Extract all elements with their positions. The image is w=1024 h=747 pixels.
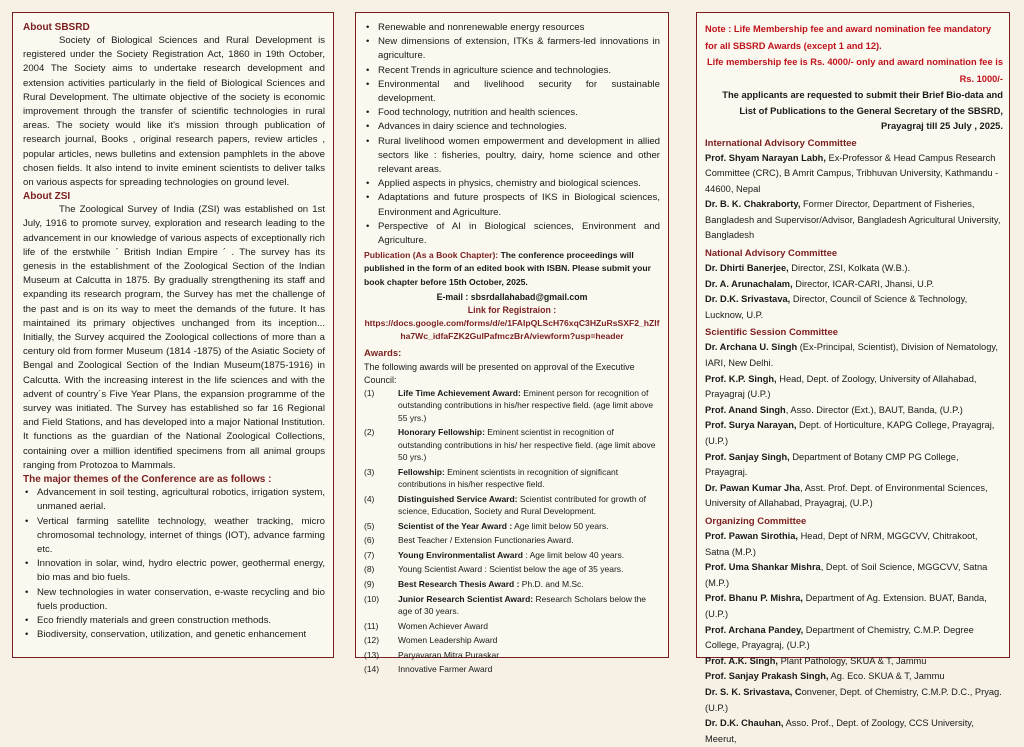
award-description: Best Teacher / Extension Functionaries Award. bbox=[398, 535, 573, 545]
award-description: Women Achiever Award bbox=[398, 621, 488, 631]
award-description: Innovative Farmer Award bbox=[398, 664, 492, 674]
award-row bbox=[364, 493, 660, 520]
award-name: Fellowship: bbox=[398, 467, 445, 477]
publication-note bbox=[364, 249, 660, 289]
member-affiliation: Former Director, Department of Fisheries, Bangladesh and Supervisor/Advisor, Bangladesh Agricultural University, Bangladesh bbox=[705, 199, 1000, 240]
list-item: • New technologies in water conservation, e-waste recycling and bio fuels production. bbox=[23, 586, 325, 614]
award-number: (7) bbox=[364, 549, 398, 564]
award-row bbox=[364, 549, 660, 564]
committee-member bbox=[705, 197, 1003, 244]
member-name: Dr. A. Arunachalam, bbox=[705, 279, 793, 289]
member-name: Prof. Archana Pandey, bbox=[705, 625, 803, 635]
member-name: Dr. S. K. Srivastava, C bbox=[705, 687, 802, 697]
award-description: Eminent scientist in recognition of outstanding contributions in his/ her respective field. (age limit above 50 yrs.) bbox=[398, 427, 656, 462]
member-name: Prof. Anand Singh bbox=[705, 405, 786, 415]
themes-list bbox=[23, 486, 325, 642]
award-description: Paryavaran Mitra Puraskar bbox=[398, 650, 499, 660]
award-description: Scientist contributed for growth of science, Education, Society and Rural Development. bbox=[398, 494, 646, 516]
member-name: Dr. D.K. Srivastava, bbox=[705, 294, 790, 304]
member-name: Prof. Uma Shankar Mishra bbox=[705, 562, 821, 572]
list-item: • Vertical farming satellite technology, weather tracking, micro chromosomal technology, internet of things (IOT), advance farming etc. bbox=[23, 515, 325, 558]
award-text bbox=[398, 426, 660, 465]
award-description: Eminent scientists in recognition of significant contributions in his/her respective field. bbox=[398, 467, 618, 489]
award-row bbox=[364, 466, 660, 493]
committee-member bbox=[705, 623, 1003, 654]
committee-member bbox=[705, 340, 1003, 371]
member-affiliation: Dept. of Horticulture, KAPG College, Prayagraj, (U.P.) bbox=[705, 420, 994, 446]
application-instructions: The applicants are requested to submit their Brief Bio-data and List of Publications to the General Secretary of the SBSRD, Prayagraj till 25 July , 2025. bbox=[705, 87, 1003, 134]
award-number: (2) bbox=[364, 426, 398, 465]
award-row bbox=[364, 620, 660, 635]
committee-member bbox=[705, 591, 1003, 622]
publication-label: Publication (As a Book Chapter): bbox=[364, 250, 498, 260]
award-description: Age limit below 50 years. bbox=[512, 521, 608, 531]
member-name: Dr. D.K. Chauhan, bbox=[705, 718, 784, 728]
award-name: Life Time Achievement Award: bbox=[398, 388, 521, 398]
committee-member bbox=[705, 403, 1003, 419]
committee-member bbox=[705, 654, 1003, 670]
award-name: Honorary Fellowship: bbox=[398, 427, 485, 437]
member-name: Dr. Dhirti Banerjee, bbox=[705, 263, 789, 273]
about-zsi-heading: About ZSI bbox=[23, 190, 325, 203]
committee-heading: Organizing Committee bbox=[705, 515, 1003, 529]
committee-heading: National Advisory Committee bbox=[705, 247, 1003, 261]
award-name: Young Environmentalist Award bbox=[398, 550, 523, 560]
committee-member bbox=[705, 418, 1003, 449]
member-name: Prof. Surya Narayan, bbox=[705, 420, 796, 430]
award-row bbox=[364, 663, 660, 678]
award-row bbox=[364, 534, 660, 549]
award-row bbox=[364, 520, 660, 535]
list-item: • Renewable and nonrenewable energy resources bbox=[364, 21, 660, 35]
member-name: Prof. Sanjay Singh, bbox=[705, 452, 790, 462]
award-row bbox=[364, 578, 660, 593]
award-number: (11) bbox=[364, 620, 398, 635]
award-row bbox=[364, 593, 660, 620]
award-text bbox=[398, 593, 660, 620]
award-text bbox=[398, 549, 660, 564]
list-item: • Innovation in solar, wind, hydro electric power, geothermal energy, bio mas and bio fuels. bbox=[23, 557, 325, 585]
member-affiliation: , Asst. Prof. Dept. of Environmental Sciences, University of Allahabad, Prayagraj, (U.P.) bbox=[705, 483, 988, 509]
award-number: (1) bbox=[364, 387, 398, 426]
member-name: Prof. K.P. Singh, bbox=[705, 374, 777, 384]
member-affiliation: , Dept. of Soil Science, MGGCVV, Satna (M.P.) bbox=[705, 562, 987, 588]
award-text bbox=[398, 620, 660, 635]
award-number: (9) bbox=[364, 578, 398, 593]
award-text bbox=[398, 578, 660, 593]
award-number: (12) bbox=[364, 634, 398, 649]
award-name: Distinguished Service Award: bbox=[398, 494, 518, 504]
award-row bbox=[364, 387, 660, 426]
member-affiliation: Ag. Eco. SKUA & T, Jammu bbox=[828, 671, 944, 681]
award-number: (13) bbox=[364, 649, 398, 664]
awards-heading: Awards: bbox=[364, 347, 660, 361]
award-text bbox=[398, 493, 660, 520]
contact-email: E-mail : sbsrdallahabad@gmail.com bbox=[364, 290, 660, 304]
list-item: • Eco friendly materials and green construction methods. bbox=[23, 614, 325, 628]
publication-text: The conference proceedings will published in the form of an edited book with ISBN. Please submit your book chapter before 15th October, 2025. bbox=[364, 250, 651, 286]
award-description: Eminent person for recognition of outstanding contributions in his/her respective field. (age limit above 55 yrs.) bbox=[398, 388, 653, 423]
award-number: (5) bbox=[364, 520, 398, 535]
committee-member bbox=[705, 685, 1003, 716]
member-name: Prof. Bhanu P. Mishra, bbox=[705, 593, 803, 603]
fee-amount-note: Life membership fee is Rs. 4000/- only and award nomination fee is Rs. 1000/- bbox=[705, 54, 1003, 87]
award-row bbox=[364, 563, 660, 578]
member-name: Dr. Archana U. Singh bbox=[705, 342, 797, 352]
award-row bbox=[364, 649, 660, 664]
member-affiliation: Head, Dept. of Zoology, University of Allahabad, Prayagraj (U.P.) bbox=[705, 374, 976, 400]
awards-intro: The following awards will be presented on approval of the Executive Council: bbox=[364, 361, 660, 387]
committee-member bbox=[705, 669, 1003, 685]
list-item: • New dimensions of extension, ITKs & farmers-led innovations in agriculture. bbox=[364, 35, 660, 63]
about-sbsrd-text: Society of Biological Sciences and Rural Development is registered under the Society Registration Act, 1860 in 19th October, 2004 The Society aims to undertake research development and extension activities particularly in the field of Biological Sciences and Rural Development. The ultimate objective of the society is economic improvement through the transfer of scientific technologies in rural areas. The society would like it's mission through publication of research journal, Books , original research papers, review articles , popular articles, news bulletins and extension pamphlets in the above chosen fields. It also intend to invite eminent scientists to deliver talks on various aspects for spreading technologies on ground level. bbox=[23, 34, 325, 190]
member-affiliation: Department of Botany CMP PG College, Prayagraj. bbox=[705, 452, 959, 478]
about-sbsrd-heading: About SBSRD bbox=[23, 21, 325, 34]
fee-note: Note : Life Membership fee and award nomination fee mandatory for all SBSRD Awards (except 1 and 12). bbox=[705, 21, 1003, 54]
award-text bbox=[398, 563, 660, 578]
committee-member bbox=[705, 450, 1003, 481]
award-number: (8) bbox=[364, 563, 398, 578]
award-name: Scientist of the Year Award : bbox=[398, 521, 512, 531]
list-item: • Adaptations and future prospects of IKS in Biological sciences, Environment and Agriculture. bbox=[364, 191, 660, 219]
awards-table bbox=[364, 387, 660, 678]
list-item: • Food technology, nutrition and health sciences. bbox=[364, 106, 660, 120]
member-affiliation: Director, Council of Science & Technology, Lucknow, U.P. bbox=[705, 294, 967, 320]
about-zsi-text: The Zoological Survey of India (ZSI) was established on 1st July, 1916 to promote survey, exploration and research leading to the advancement in our knowledge of various aspects of exceptionally rich life of the erstwhile ´ British Indian Empire ´ . The survey has its genesis in the establishment of the Zoological Section of the Indian Museum at Calcutta in 1875. By gradually strengthening its staff and expanding its research program, the Survey has met the challenge of the past and is on its way to meet the demands of the future. It has maintained its primary objectives unchanged from its inception... Initially, the Survey acquired the Zoological collections of more than a century old from former Museum (1814 -1875) of the Asiatic Society of Bengal and Zoological Section of the Indian Museum(1875-1916) in Calcutta. With the increasing interest in the life sciences and with the advent of country´s Five Year Plans, the expansion programme of the survey was initiated. The Survey has established so far 16 Regional and Field Stations, and has developed into a major National Institution. It functions as the guardian of the National Zoological Collections, containing over a million identified specimens from all animal groups ranging from Protozoa to Mammals. bbox=[23, 203, 325, 473]
committee-heading: Scientific Session Committee bbox=[705, 326, 1003, 340]
member-affiliation: Head, Dept of NRM, MGGCVV, Chitrakoot, Satna (M.P.) bbox=[705, 531, 977, 557]
list-item: • Perspective of AI in Biological sciences, Environment and Agriculture. bbox=[364, 220, 660, 248]
list-item: • Applied aspects in physics, chemistry and biological sciences. bbox=[364, 177, 660, 191]
committees-section bbox=[705, 137, 1003, 747]
award-description: Young Scientist Award : Scientist below the age of 35 years. bbox=[398, 564, 623, 574]
award-text bbox=[398, 634, 660, 649]
member-name: Prof. A.K. Singh, bbox=[705, 656, 778, 666]
member-name: Dr. B. K. Chakraborty, bbox=[705, 199, 800, 209]
member-affiliation: Plant Pathology, SKUA & T, Jammu bbox=[778, 656, 926, 666]
award-number: (4) bbox=[364, 493, 398, 520]
award-number: (10) bbox=[364, 593, 398, 620]
committee-member bbox=[705, 529, 1003, 560]
member-affiliation: Department of Chemistry, C.M.P. Degree College, Prayagraj, (U.P.) bbox=[705, 625, 974, 651]
committee-member bbox=[705, 261, 1003, 277]
award-row bbox=[364, 426, 660, 465]
award-text bbox=[398, 534, 660, 549]
award-name: Junior Research Scientist Award: bbox=[398, 594, 533, 604]
award-name: Best Research Thesis Award : bbox=[398, 579, 519, 589]
award-description: Ph.D. and M.Sc. bbox=[519, 579, 583, 589]
award-number: (6) bbox=[364, 534, 398, 549]
member-affiliation: Director, ZSI, Kolkata (W.B.). bbox=[789, 263, 910, 273]
committee-member bbox=[705, 151, 1003, 198]
member-affiliation: Department of Ag. Extension. BUAT, Banda, (U.P.) bbox=[705, 593, 987, 619]
committee-member bbox=[705, 716, 1003, 747]
award-number: (3) bbox=[364, 466, 398, 493]
list-item: • Advances in dairy science and technologies. bbox=[364, 120, 660, 134]
registration-link[interactable]: https://docs.google.com/forms/d/e/1FAIpQLScH76xqC3HZuRsSXF2_hZlfha7Wc_idfaFZK2GulPafmczBrA/viewform?usp=header bbox=[364, 317, 660, 343]
themes-list-continued bbox=[364, 21, 660, 248]
right-panel bbox=[696, 12, 1010, 658]
award-text bbox=[398, 387, 660, 426]
member-name: Prof. Shyam Narayan Labh, bbox=[705, 153, 826, 163]
award-description: : Age limit below 40 years. bbox=[523, 550, 624, 560]
registration-link-label: Link for Registraion : bbox=[364, 304, 660, 317]
list-item: • Rural livelihood women empowerment and development in allied sectors like : fisheries, poultry, dairy, home science and other relevant areas. bbox=[364, 135, 660, 178]
committee-member bbox=[705, 372, 1003, 403]
list-item: • Recent Trends in agriculture science and technologies. bbox=[364, 64, 660, 78]
member-name: Prof. Pawan Sirothia, bbox=[705, 531, 798, 541]
member-affiliation: Ex-Professor & Head Campus Research Committee (CRC), B Amrit Campus, Tribhuvan University, Kathmandu - 44600, Nepal bbox=[705, 153, 998, 194]
member-name: Dr. Pawan Kumar Jha bbox=[705, 483, 800, 493]
award-text bbox=[398, 663, 660, 678]
award-text bbox=[398, 466, 660, 493]
middle-panel bbox=[355, 12, 669, 658]
list-item: • Advancement in soil testing, agricultural robotics, irrigation system, unmaned aerial. bbox=[23, 486, 325, 514]
member-affiliation: Asso. Prof., Dept. of Zoology, CCS University, Meerut, bbox=[705, 718, 974, 744]
award-text bbox=[398, 520, 660, 535]
left-panel bbox=[12, 12, 334, 658]
committee-member bbox=[705, 481, 1003, 512]
committee-heading: International Advisory Committee bbox=[705, 137, 1003, 151]
award-text bbox=[398, 649, 660, 664]
member-affiliation: onvener, Dept. of Chemistry, C.M.P. D.C., Pryag. (U.P.) bbox=[705, 687, 1002, 713]
themes-heading: The major themes of the Conference are as follows : bbox=[23, 473, 325, 486]
award-description: Research Scholars below the age of 30 years. bbox=[398, 594, 646, 616]
member-affiliation: , Asso. Director (Ext.), BAUT, Banda, (U.P.) bbox=[786, 405, 963, 415]
committee-member bbox=[705, 560, 1003, 591]
award-description: Women Leadership Award bbox=[398, 635, 497, 645]
member-name: Prof. Sanjay Prakash Singh, bbox=[705, 671, 828, 681]
committee-member bbox=[705, 292, 1003, 323]
list-item: • Environmental and livelihood security for sustainable development. bbox=[364, 78, 660, 106]
member-affiliation: Director, ICAR-CARI, Jhansi, U.P. bbox=[793, 279, 934, 289]
member-affiliation: (Ex-Principal, Scientist), Division of Nematology, IARI, New Delhi. bbox=[705, 342, 998, 368]
award-number: (14) bbox=[364, 663, 398, 678]
award-row bbox=[364, 634, 660, 649]
committee-member bbox=[705, 277, 1003, 293]
list-item: • Biodiversity, conservation, utilization, and genetic enhancement bbox=[23, 628, 325, 642]
